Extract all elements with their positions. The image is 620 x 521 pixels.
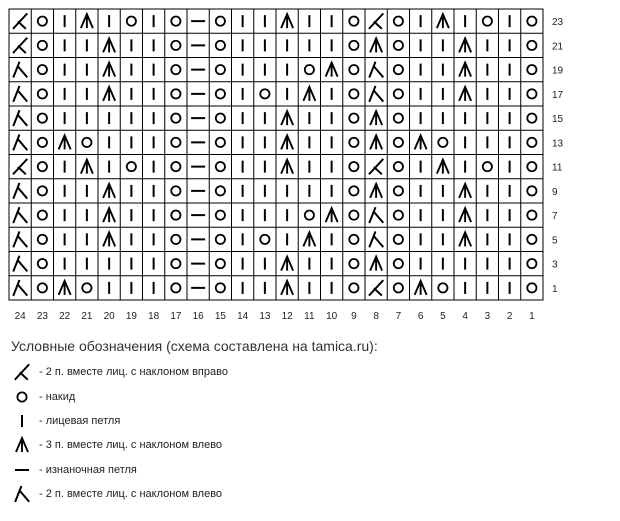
column-label: 21 — [81, 311, 93, 322]
column-label: 3 — [484, 311, 491, 322]
column-label: 12 — [281, 311, 293, 322]
row-label: 9 — [552, 186, 558, 198]
legend-item — [11, 360, 228, 384]
column-label: 8 — [373, 311, 379, 322]
column-label: 9 — [351, 311, 357, 322]
row-label: 23 — [552, 17, 564, 29]
column-label: 20 — [103, 311, 115, 322]
legend-text: - 2 п. вместе лиц. с наклоном вправо — [39, 366, 228, 379]
legend-item — [11, 384, 228, 408]
column-label: 14 — [237, 311, 249, 322]
row-label: 15 — [552, 114, 564, 126]
column-label: 7 — [395, 311, 402, 322]
legend-text: - лицевая петля — [39, 414, 121, 427]
column-label: 6 — [417, 311, 424, 322]
k2tog-left-icon — [11, 484, 33, 504]
column-label: 22 — [59, 311, 71, 322]
column-label: 16 — [192, 311, 204, 322]
purl-stitch-icon — [11, 460, 33, 480]
row-label: 13 — [552, 138, 564, 150]
legend-text: - 3 п. вместе лиц. с наклоном влево — [39, 439, 223, 452]
row-label: 21 — [552, 41, 564, 53]
legend-item — [11, 433, 228, 457]
k2tog-right-icon — [11, 362, 33, 382]
legend-text: - накид — [39, 390, 76, 403]
legend-item — [11, 458, 228, 482]
column-label: 5 — [440, 311, 446, 322]
k3tog-left-icon — [11, 435, 33, 455]
column-label: 24 — [14, 311, 26, 322]
column-label: 13 — [259, 311, 271, 322]
legend-item — [11, 482, 228, 506]
row-label: 11 — [552, 162, 563, 174]
legend-item — [11, 409, 228, 433]
column-label: 2 — [506, 311, 513, 322]
row-label: 19 — [552, 65, 564, 77]
column-label: 18 — [148, 311, 160, 322]
row-label: 3 — [552, 259, 558, 271]
legend-title: Условные обозначения (схема составлена на tamica.ru): — [11, 338, 378, 354]
column-label: 11 — [304, 311, 315, 322]
row-label: 7 — [552, 211, 558, 223]
legend-text: - изнаночная петля — [39, 463, 137, 476]
knit-stitch-icon — [11, 411, 33, 431]
column-label: 23 — [36, 311, 48, 322]
yarn-over-icon — [11, 387, 33, 407]
row-label: 5 — [552, 235, 558, 247]
legend-text: - 2 п. вместе лиц. с наклоном влево — [39, 488, 223, 501]
column-label: 1 — [529, 311, 535, 322]
legend — [11, 360, 228, 506]
column-label: 15 — [214, 311, 226, 322]
column-label: 10 — [326, 311, 338, 322]
row-label: 1 — [552, 283, 558, 295]
column-label: 17 — [170, 311, 182, 322]
column-label: 4 — [462, 311, 468, 322]
column-label: 19 — [125, 311, 137, 322]
row-label: 17 — [552, 89, 564, 101]
